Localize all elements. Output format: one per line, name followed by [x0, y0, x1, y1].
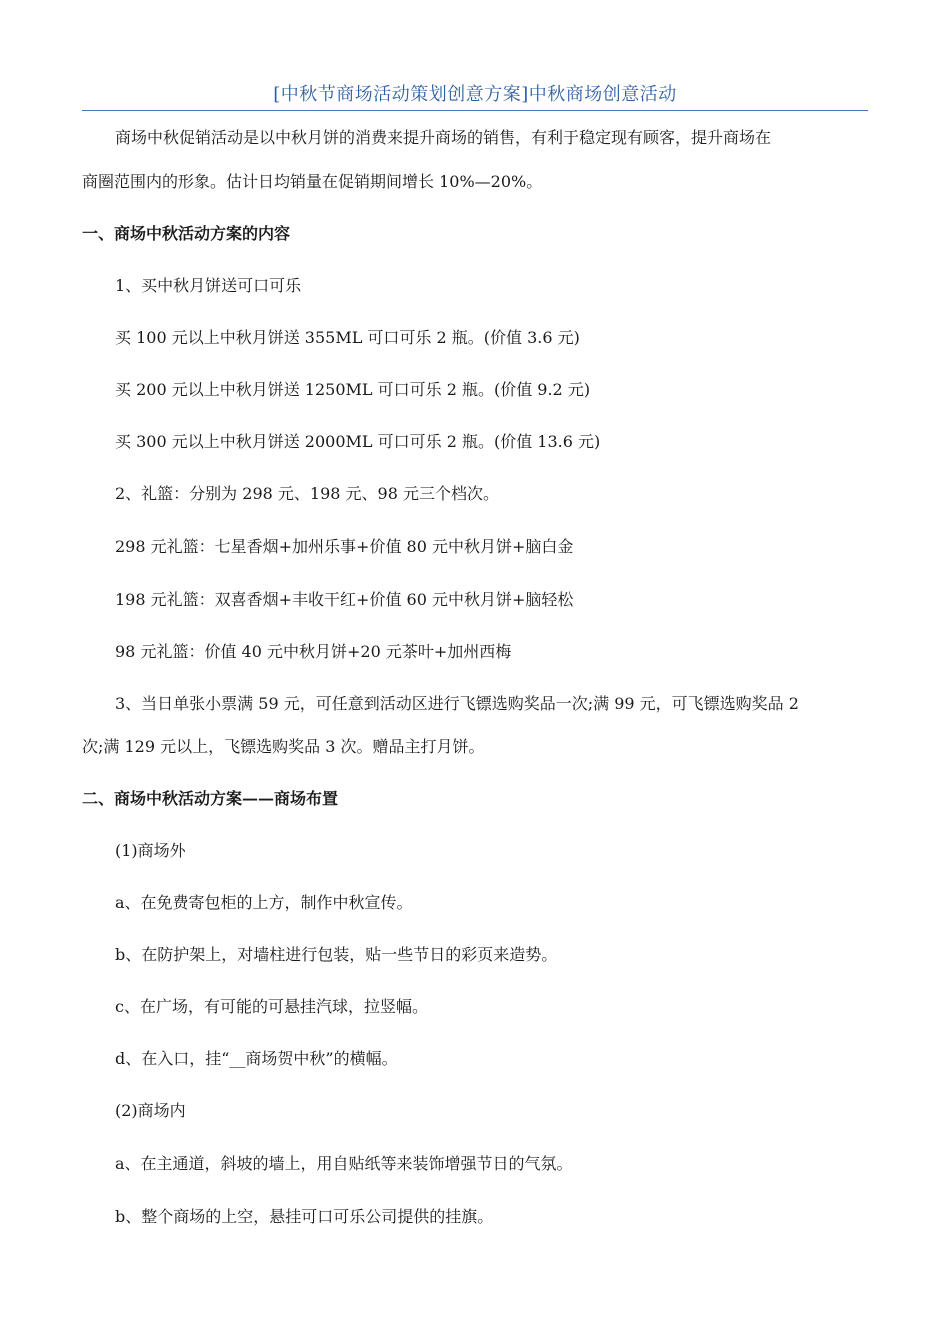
item-1-title: 1、买中秋月饼送可口可乐 — [115, 276, 302, 295]
outside-title: (1)商场外 — [115, 841, 186, 860]
item-2-line: 98 元礼篮：价值 40 元中秋月饼+20 元茶叶+加州西梅 — [115, 642, 512, 661]
item-1-line: 买 300 元以上中秋月饼送 2000ML 可口可乐 2 瓶。(价值 13.6 元) — [115, 432, 601, 451]
header-divider — [82, 110, 868, 111]
outside-item: d、在入口，挂“__商场贺中秋”的横幅。 — [115, 1049, 398, 1068]
inside-title: (2)商场内 — [115, 1101, 186, 1120]
item-1-line: 买 100 元以上中秋月饼送 355ML 可口可乐 2 瓶。(价值 3.6 元) — [115, 328, 580, 347]
section-2-heading: 二、商场中秋活动方案——商场布置 — [82, 789, 339, 808]
inside-item: b、整个商场的上空，悬挂可口可乐公司提供的挂旗。 — [115, 1207, 494, 1226]
item-3-line-2: 次;满 129 元以上，飞镖选购奖品 3 次。赠品主打月饼。 — [82, 737, 485, 756]
item-3-line-1: 3、当日单张小票满 59 元，可任意到活动区进行飞镖选购奖品一次;满 99 元，可飞镖选购奖品 2 — [115, 694, 799, 713]
item-2-title: 2、礼篮：分别为 298 元、198 元、98 元三个档次。 — [115, 484, 499, 503]
item-1-line: 买 200 元以上中秋月饼送 1250ML 可口可乐 2 瓶。(价值 9.2 元) — [115, 380, 591, 399]
intro-line-2: 商圈范围内的形象。估计日均销量在促销期间增长 10%—20%。 — [82, 172, 543, 191]
inside-item: a、在主通道，斜坡的墙上，用自贴纸等来装饰增强节日的气氛。 — [115, 1154, 573, 1173]
item-2-line: 298 元礼篮：七星香烟+加州乐事+价值 80 元中秋月饼+脑白金 — [115, 537, 574, 556]
page-header-title: [中秋节商场活动策划创意方案]中秋商场创意活动 — [273, 84, 677, 105]
outside-item: c、在广场，有可能的可悬挂汽球，拉竖幅。 — [115, 997, 428, 1016]
outside-item: b、在防护架上，对墙柱进行包装，贴一些节日的彩页来造势。 — [115, 945, 558, 964]
section-1-heading: 一、商场中秋活动方案的内容 — [82, 224, 291, 243]
intro-line-1: 商场中秋促销活动是以中秋月饼的消费来提升商场的销售，有利于稳定现有顾客，提升商场在 — [115, 128, 772, 147]
outside-item: a、在免费寄包柜的上方，制作中秋宣传。 — [115, 893, 413, 912]
item-2-line: 198 元礼篮：双喜香烟+丰收干红+价值 60 元中秋月饼+脑轻松 — [115, 590, 574, 609]
